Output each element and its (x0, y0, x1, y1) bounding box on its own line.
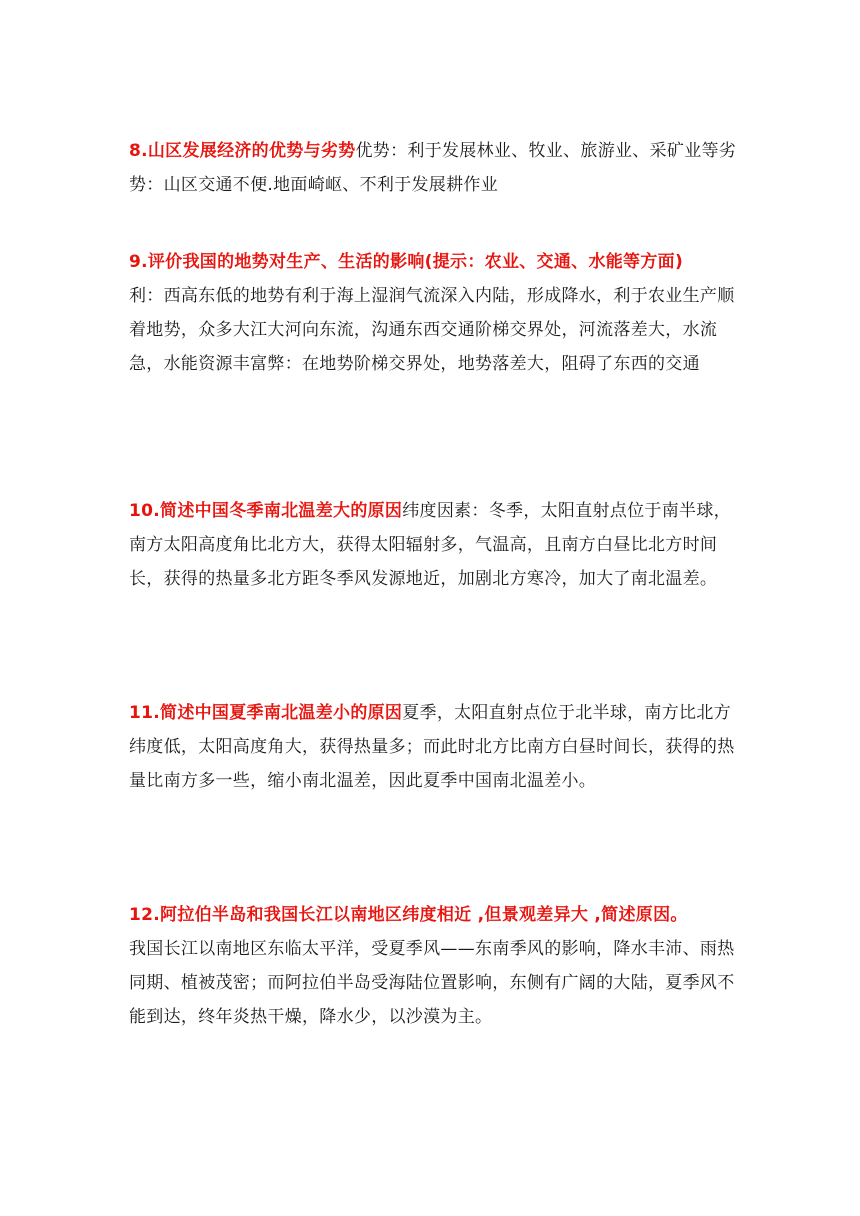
answer-text-11: 夏季，太阳直射点位于北半球，南方比北方纬度低，太阳高度角大，获得热量多；而此时北方比南方白昼时间长，获得的热量比南方多一些，缩小南北温差，因此夏季中国南北温差小。 (129, 703, 735, 791)
qa-item-8 (129, 134, 739, 202)
question-heading-9: 9.评价我国的地势对生产、生活的影响(提示：农业、交通、水能等方面) (129, 252, 684, 272)
qa-item-11 (129, 696, 739, 798)
question-heading-10: 10.简述中国冬季南北温差大的原因 (129, 501, 403, 521)
question-heading-12: 12.阿拉伯半岛和我国长江以南地区纬度相近 ,但景观差异大 ,简述原因。 (129, 905, 688, 925)
qa-item-10 (129, 494, 739, 596)
qa-item-12 (129, 898, 739, 1034)
question-heading-8: 8.山区发展经济的优势与劣势 (129, 141, 356, 161)
qa-item-9 (129, 245, 739, 381)
answer-text-8: 优势：利于发展林业、牧业、旅游业、采矿业等劣势：山区交通不便.地面崎岖、不利于发展耕作业 (129, 141, 737, 195)
answer-text-10: 纬度因素：冬季，太阳直射点位于南半球，南方太阳高度角比北方大，获得太阳辐射多，气温高，且南方白昼比北方时间长，获得的热量多北方距冬季风发源地近，加剧北方寒冷，加大了南北温差。 (129, 501, 731, 589)
answer-text-12: 我国长江以南地区东临太平洋，受夏季风——东南季风的影响，降水丰沛、雨热同期、植被茂密；而阿拉伯半岛受海陆位置影响，东侧有广阔的大陆，夏季风不能到达，终年炎热干燥，降水少，以沙漠为主。 (129, 939, 735, 1027)
question-heading-11: 11.简述中国夏季南北温差小的原因 (129, 703, 403, 723)
answer-text-9: 利：西高东低的地势有利于海上湿润气流深入内陆，形成降水，利于农业生产顺着地势，众多大江大河向东流，沟通东西交通阶梯交界处，河流落差大，水流急，水能资源丰富弊：在地势阶梯交界处，地势落差大，阻碍了东西的交通 (129, 286, 735, 374)
